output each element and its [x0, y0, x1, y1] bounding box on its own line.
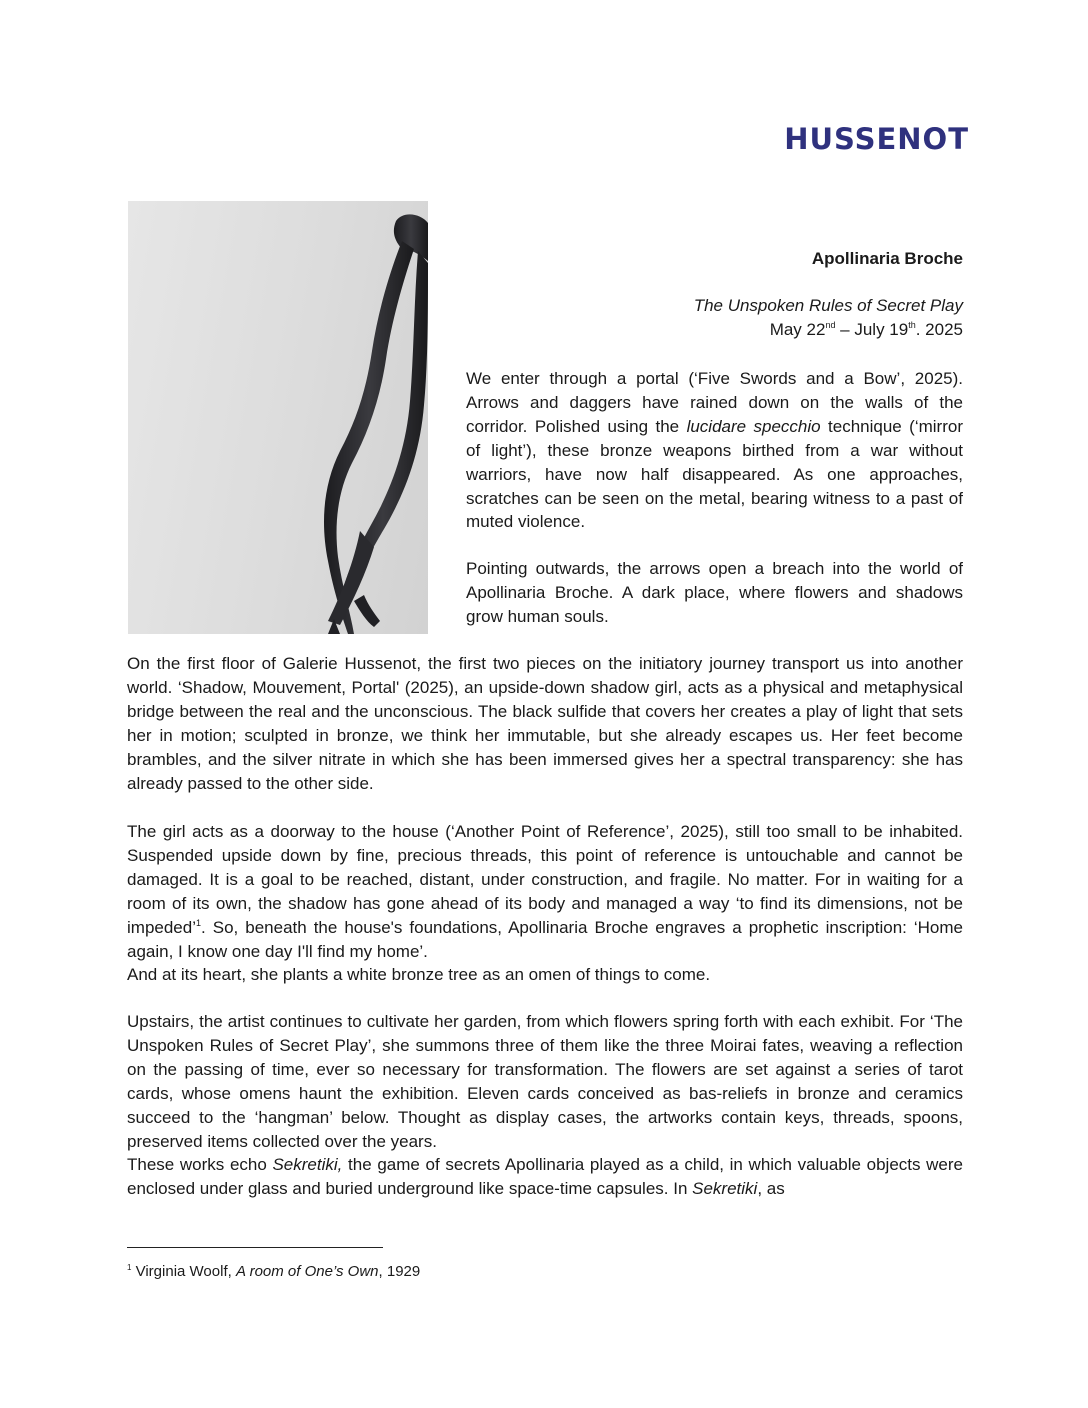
- footnote-ref[interactable]: 1: [196, 917, 202, 928]
- body-paragraph-3: Upstairs, the artist continues to cultivate her garden, from which flowers spring forth with each exhibit. For ‘The Unspoken Rules of Secret Play’, she summons three of them like the three Moirai fates, weaving a reflection on the passing of time, ever so necessary for transformation. The flowers are set against a series of tarot cards, whose omens haunt the exhibition. Eleven cards conceived as bas-reliefs in bronze and ceramics succeed to the ‘hangman’ below. Thought as display cases, the artworks contain keys, threads, spoons, preserved items collected over the years. These works echo Sekretiki, the game of secrets Apollinaria played as a child, in which valuable objects were enclosed under glass and buried underground like space-time capsules. In Sekretiki, as: [127, 1012, 963, 1199]
- sculpture-photo: [128, 201, 428, 634]
- footnote-divider: [127, 1247, 383, 1248]
- exhibition-header: [466, 247, 963, 342]
- exhibition-title: The Unspoken Rules of Secret Play: [693, 296, 963, 315]
- body-paragraph-1: On the first floor of Galerie Hussenot, the first two pieces on the initiatory journey transport us into another world. ‘Shadow, Mouvement, Portal' (2025), an upside-down shadow girl, acts as a physical and metaphysical bridge between the real and the unconscious. The black sulfide that covers her creates a play of light that sets her in motion; sculpted in bronze, we think her immutable, but she already escapes us. Her feet become brambles, and the silver nitrate in which she has been immersed gives her a spectral transparency: she has already passed to the other side.: [127, 654, 963, 793]
- intro-paragraph-2: Pointing outwards, the arrows open a breach into the world of Apollinaria Broche. A dark place, where flowers and shadows grow human souls.: [466, 559, 963, 626]
- intro-paragraph-1: We enter through a portal (‘Five Swords and a Bow’, 2025). Arrows and daggers have rained down on the walls of the corridor. Polished using the lucidare specchio technique (‘mirror of light’), these bronze weapons birthed from a war without warriors, have now half disappeared. As one approaches, scratches can be seen on the metal, bearing witness to a past of muted violence.: [466, 369, 963, 532]
- body-paragraph-2: The girl acts as a doorway to the house (‘Another Point of Reference’, 2025), still too small to be inhabited. Suspended upside down by fine, precious threads, this point of reference is untouchable and cannot be damaged. It is a goal to be reached, distant, under construction, and fragile. No matter. For in waiting for a room of its own, the shadow has gone ahead of its body and managed a way ‘to find its dimensions, not be impeded’$^1$. So, beneath the house's foundations, Apollinaria Broche engraves a prophetic inscription: ‘Home again, I know one day I'll find my home’. And at its heart, she plants a white bronze tree as an omen of things to come.: [127, 822, 963, 985]
- sculpture-shape: [128, 201, 428, 634]
- artist-name: Apollinaria Broche: [811, 249, 963, 268]
- footnote: $^1$ Virginia Woolf, A room of One’s Own, 1929: [127, 1263, 421, 1280]
- gallery-logo: HUSSENOT: [784, 122, 969, 156]
- exhibition-dates: May 22nd – July 19th. 2025: [769, 320, 963, 339]
